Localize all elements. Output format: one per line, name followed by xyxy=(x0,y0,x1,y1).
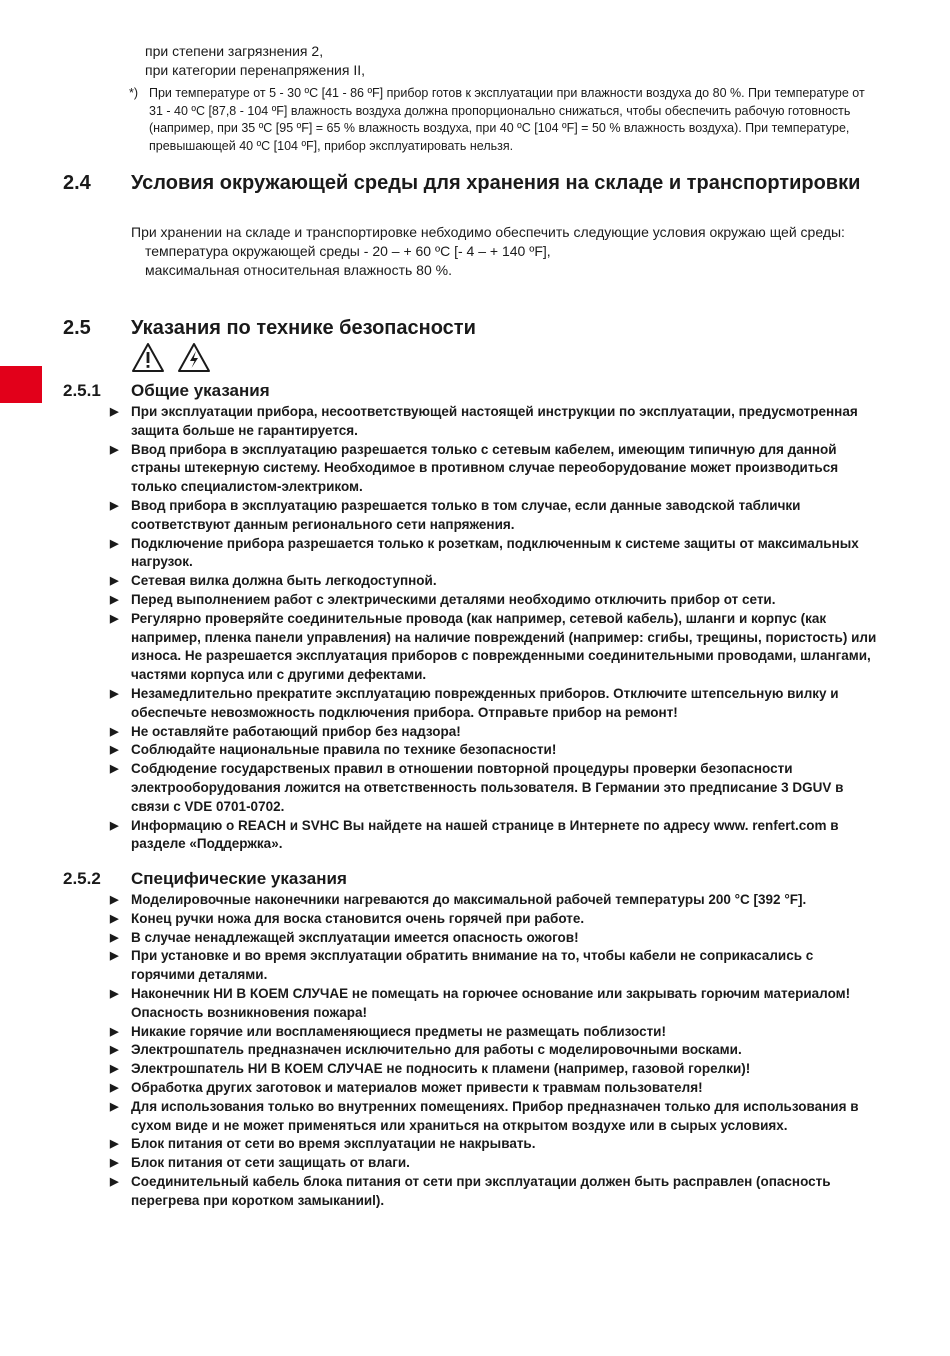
storage-condition: температура окружающей среды - 20 – + 60 ºC [- 4 – + 140 ºF], xyxy=(145,243,551,259)
electric-hazard-icon xyxy=(177,342,211,373)
bullet-arrow-icon: ▶ xyxy=(110,687,119,700)
list-item-text: Регулярно проверяйте соединительные провода (как например, сетевой кабель), шланги и корпус (как например, пленка панели управления) на наличие повреждений (например: сгибы, трещины, пористость) или износа. Не разрешается эксплуатация приборов с поврежденными соединительными проводами, шлангами, частями корпуса или с другими дефектами. xyxy=(131,610,877,683)
list-item xyxy=(110,985,880,1023)
bullet-arrow-icon: ▶ xyxy=(110,406,119,418)
intro-line: при категории перенапряжения II, xyxy=(145,62,366,78)
list-item-text: Ввод прибора в эксплуатацию разрешается только с сетевым кабелем, имеющим типичную для данной страны штекерную систему. Необходимое в противном случае переоборудование может производиться только специалистом-электриком. xyxy=(131,441,839,495)
list-item xyxy=(110,1079,880,1098)
list-item xyxy=(110,1135,880,1154)
list-item xyxy=(110,929,880,948)
list-item xyxy=(110,947,880,985)
bullet-arrow-icon: ▶ xyxy=(110,819,119,832)
list-item-text: Сетевая вилка должна быть легкодоступной. xyxy=(131,573,437,589)
list-item xyxy=(110,535,880,573)
bullet-arrow-icon: ▶ xyxy=(110,1044,119,1057)
list-item xyxy=(110,572,880,591)
section-heading-2-4 xyxy=(63,171,883,195)
list-item-text: Блок питания от сети защищать от влаги. xyxy=(131,1155,410,1171)
footnote-mark: *) xyxy=(129,86,139,100)
list-item xyxy=(110,1060,880,1079)
section-number: 2.5.2 xyxy=(63,869,101,888)
list-item-text: Наконечник НИ В КОЕМ СЛУЧАЕ не помещать на горючее основание или закрывать горючим материалом! Опасность возникновения пожара! xyxy=(131,985,851,1020)
section-title: Условия окружающей среды для хранения на складе и транспортировки xyxy=(131,172,861,194)
list-item xyxy=(110,1154,880,1173)
list-item xyxy=(110,741,880,760)
storage-condition: максимальная относительная влажность 80 %. xyxy=(145,262,452,278)
list-item-text: Соединительный кабель блока питания от сети при эксплуатации должен быть расправлен (опасность перегрева при коротком замыканииl). xyxy=(131,1173,831,1208)
list-item-text: Конец ручки ножа для воска становится очень горячей при работе. xyxy=(131,910,585,926)
bullet-arrow-icon: ▶ xyxy=(110,443,119,456)
bullet-arrow-icon: ▶ xyxy=(110,894,119,906)
bullet-arrow-icon: ▶ xyxy=(110,499,119,512)
bullet-arrow-icon: ▶ xyxy=(110,1157,119,1170)
list-item-text: Подключение прибора разрешается только к розеткам, подключенным к системе защиты от максимальных нагрузок. xyxy=(131,535,859,570)
list-item-text: Собдюдение государственых правил в отношении повторной процедуры проверки безопасности электрооборудования ложится на ответственность пользователя. В Германии это предписание 3 DGUV в связи с VDE 0701-0702. xyxy=(131,761,844,814)
list-item xyxy=(110,1041,880,1060)
list-item-text: Перед выполнением работ с электрическими деталями необходимо отключить прибор от сети. xyxy=(131,591,776,607)
section-number: 2.5.1 xyxy=(63,381,101,400)
bullet-arrow-icon: ▶ xyxy=(110,537,119,550)
bullet-arrow-icon: ▶ xyxy=(110,1138,119,1151)
list-item-text: Ввод прибора в эксплуатацию разрешается только в том случае, если данные заводской таблички соответствуют данным регионального сети напряжения. xyxy=(131,497,801,532)
bullet-arrow-icon: ▶ xyxy=(110,1081,119,1094)
intro-line: при степени загрязнения 2, xyxy=(145,43,324,59)
list-item xyxy=(110,910,880,929)
warning-icon xyxy=(131,342,165,373)
general-instructions-list xyxy=(110,403,880,854)
footnote-text: При температуре от 5 - 30 ºC [41 - 86 ºF] прибор готов к эксплуатации при влажности воздуха до 80 %. При температуре от 31 - 40 ºC [87,8 - 104 ºF] влажность воздуха должна пропорционально снижаться, чтобы обеспечить рабочую готовность (например, при 35 ºC [95 ºF] = 65 % влажность воздуха, при 40 ºC [104 ºF] = 50 % влажность воздуха). При температуре, превышающей 40 ºC [104 ºF], прибор эксплуатировать нельзя. xyxy=(149,86,865,153)
list-item-text: Электрошпатель предназначен исключительно для работы с моделировочными восками. xyxy=(131,1042,742,1058)
bullet-arrow-icon: ▶ xyxy=(110,912,119,925)
list-item-text: При установке и во время эксплуатации обратить внимание на то, чтобы кабели не соприкасались с горячими деталями. xyxy=(131,948,814,983)
bullet-arrow-icon: ▶ xyxy=(110,931,119,944)
section-title: Специфические указания xyxy=(131,869,347,888)
list-item-text: Для использования только во внутренних помещениях. Прибор предназначен только для использования в сухом виде и не может применяться или храниться на открытом воздухе или в сырых условиях. xyxy=(131,1098,859,1133)
list-item-text: Блок питания от сети во время эксплуатации не накрывать. xyxy=(131,1136,536,1152)
section-heading-2-5-2 xyxy=(63,869,883,889)
safety-icons xyxy=(131,342,211,374)
section-number: 2.5 xyxy=(63,317,91,339)
list-item xyxy=(110,591,880,610)
list-item xyxy=(110,817,880,855)
bullet-arrow-icon: ▶ xyxy=(110,1025,119,1038)
section-title: Указания по технике безопасности xyxy=(131,317,476,339)
specific-instructions-list xyxy=(110,891,880,1211)
bullet-arrow-icon: ▶ xyxy=(110,744,119,757)
list-item xyxy=(110,1098,880,1136)
storage-paragraph xyxy=(131,223,879,280)
list-item-text: Обработка других заготовок и материалов может привести к травмам пользователя! xyxy=(131,1079,703,1095)
section-heading-2-5-1 xyxy=(63,381,883,401)
list-item xyxy=(110,497,880,535)
bullet-arrow-icon: ▶ xyxy=(110,987,119,1000)
list-item-text: Не оставляйте работающий прибор без надзора! xyxy=(131,723,461,739)
storage-lead: При хранении на складе и транспортировке небходимо обеспечить следующие условия окружаю щей среды: xyxy=(131,224,845,240)
chapter-marker xyxy=(0,366,42,403)
intro-block xyxy=(131,42,893,80)
section-number: 2.4 xyxy=(63,172,91,194)
bullet-arrow-icon: ▶ xyxy=(110,1063,119,1076)
list-item-text: Моделировочные наконечники нагреваются до максимальной рабочей температуры 200 °C [392 °F]. xyxy=(131,892,807,907)
list-item-text: Электрошпатель НИ В КОЕМ СЛУЧАЕ не подносить к пламени (например, газовой горелки)! xyxy=(131,1061,751,1077)
bullet-arrow-icon: ▶ xyxy=(110,575,119,588)
list-item-text: Незамедлительно прекратите эксплуатацию поврежденных приборов. Отключите штепсельную вилку и обеспечьте невозможность подключения прибора. Отправьте прибор на ремонт! xyxy=(131,685,839,720)
list-item-text: При эксплуатации прибора, несоответствующей настоящей инструкции по эксплуатации, предусмотренная защита больше не гарантируется. xyxy=(131,404,858,438)
bullet-arrow-icon: ▶ xyxy=(110,950,119,963)
list-item xyxy=(110,1023,880,1042)
bullet-arrow-icon: ▶ xyxy=(110,725,119,738)
list-item-text: Информацию о REACH и SVHC Вы найдете на нашей странице в Интернете по адресу www. renfert.com в разделе «Поддержка». xyxy=(131,817,839,852)
list-item xyxy=(110,723,880,742)
list-item xyxy=(110,1173,880,1211)
section-title: Общие указания xyxy=(131,381,270,400)
list-item xyxy=(110,610,880,685)
footnote xyxy=(129,85,879,155)
list-item xyxy=(110,441,880,497)
list-item-text: В случае ненадлежащей эксплуатации имеется опасность ожогов! xyxy=(131,929,579,945)
section-heading-2-5 xyxy=(63,316,883,340)
list-item xyxy=(110,760,880,816)
bullet-arrow-icon: ▶ xyxy=(110,593,119,606)
list-item xyxy=(110,403,880,441)
bullet-arrow-icon: ▶ xyxy=(110,763,119,776)
list-item-text: Соблюдайте национальные правила по технике безопасности! xyxy=(131,742,557,758)
bullet-arrow-icon: ▶ xyxy=(110,1175,119,1188)
list-item xyxy=(110,891,880,910)
list-item xyxy=(110,685,880,723)
list-item-text: Никакие горячие или воспламеняющиеся предметы не размещать поблизости! xyxy=(131,1023,666,1039)
bullet-arrow-icon: ▶ xyxy=(110,1100,119,1113)
bullet-arrow-icon: ▶ xyxy=(110,612,119,625)
